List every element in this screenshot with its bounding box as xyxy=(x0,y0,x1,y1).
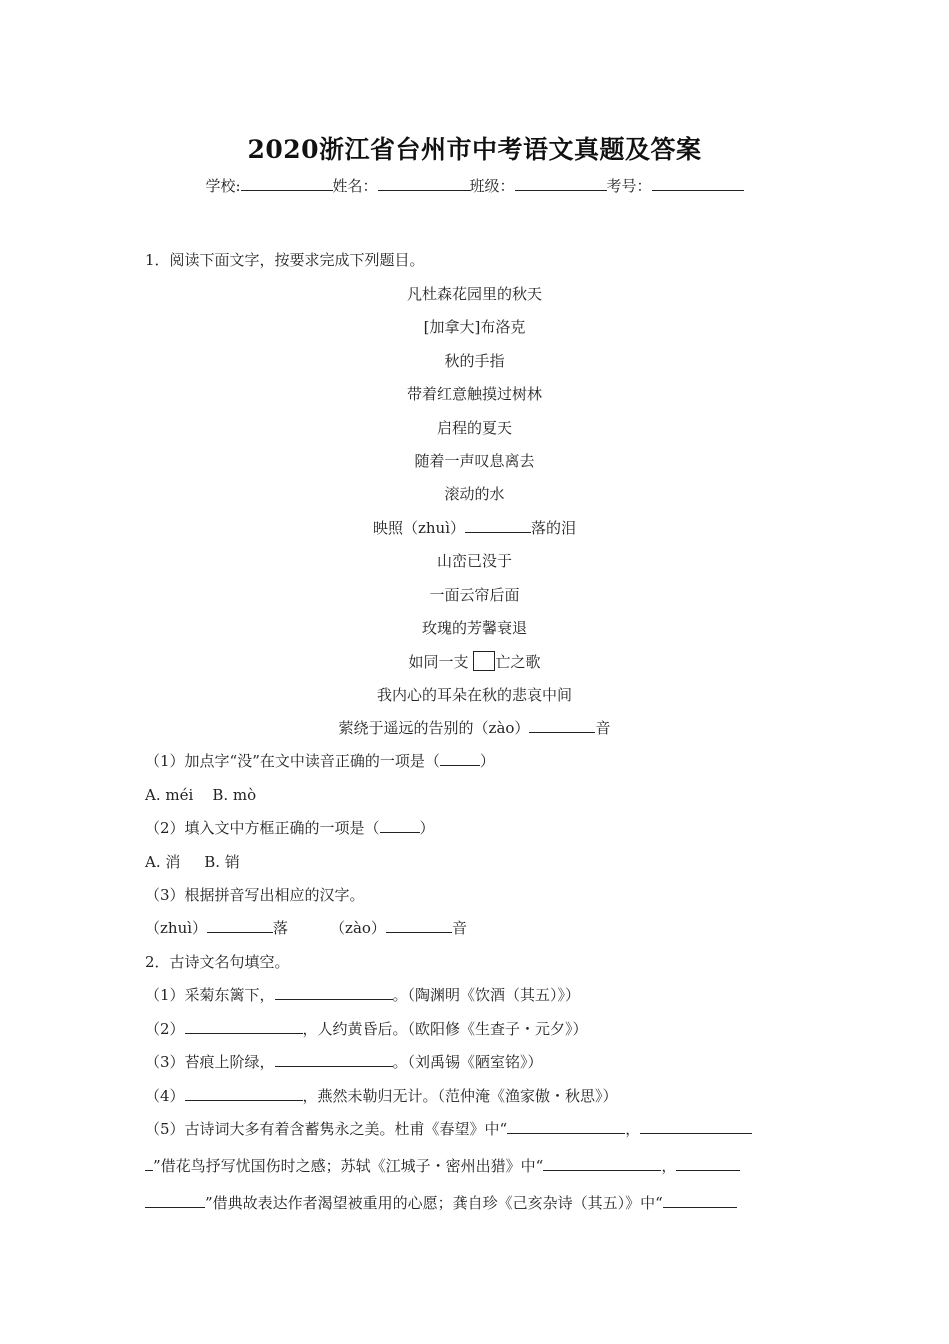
poem-line-part: 亡之歌 xyxy=(495,653,541,671)
poem-fill-5-cont xyxy=(145,1156,740,1176)
fill-text: ”借花鸟抒写忧国伤时之感；苏轼《江城子・密州出猎》中“ xyxy=(153,1157,544,1175)
fill-text: ”借典故表达作者渴望被重用的心愿；龚自珍《己亥杂诗（其五）》中“ xyxy=(205,1194,663,1212)
fill-blank[interactable] xyxy=(275,1052,393,1067)
zao-answer-blank[interactable] xyxy=(386,918,452,933)
fill-text: 。（陶渊明《饮酒（其五）》） xyxy=(392,986,581,1004)
poem-line: 滚动的水 xyxy=(444,485,505,503)
name-blank[interactable] xyxy=(378,176,470,191)
school-label: 学校: xyxy=(205,177,241,195)
fill-blank[interactable] xyxy=(185,1086,303,1101)
poem-line: 秋的手指 xyxy=(444,352,505,370)
poem-line: 我内心的耳朵在秋的悲哀中间 xyxy=(376,686,572,704)
fill-text: 。（刘禹锡《陋室铭》） xyxy=(392,1053,543,1071)
exam-no-blank[interactable] xyxy=(652,176,744,191)
poem-fill-1 xyxy=(145,985,580,1005)
fill-blank[interactable] xyxy=(145,1193,205,1208)
fill-text: （2） xyxy=(145,1020,185,1038)
zhui-blank[interactable] xyxy=(465,518,531,533)
poem-fill-5 xyxy=(145,1119,752,1139)
fill-blank[interactable] xyxy=(640,1119,752,1134)
poem-line-zhui xyxy=(0,518,949,538)
class-label: 班级： xyxy=(469,177,515,195)
poem-line-part: 如同一支 xyxy=(408,653,469,671)
poem-fill-3 xyxy=(145,1052,543,1072)
fill-text: （5）古诗词大多有着含蓄隽永之美。杜甫《春望》中“ xyxy=(145,1120,508,1138)
document-title: 2020浙江省台州市中考语文真题及答案 xyxy=(247,135,702,164)
poem-fill-2 xyxy=(145,1019,588,1039)
pinyin-label: （zhuì） xyxy=(145,919,208,937)
fill-text: ， xyxy=(625,1120,641,1138)
poem-fill-5-cont2 xyxy=(145,1193,737,1213)
poem-line-zao xyxy=(0,718,949,738)
fill-text: （3）苔痕上阶绿， xyxy=(145,1053,275,1071)
poem-line: 启程的夏天 xyxy=(436,419,512,437)
fill-blank[interactable] xyxy=(185,1019,303,1034)
sub-question-end: ） xyxy=(419,819,435,837)
zhui-answer-blank[interactable] xyxy=(207,918,273,933)
fill-text: ，燕然未勒归无计。（范仲淹《渔家傲・秋思》） xyxy=(302,1087,618,1105)
sub-question-2 xyxy=(145,818,435,838)
fill-text: ， xyxy=(661,1157,677,1175)
poem-line-part: 音 xyxy=(595,719,611,737)
sub-question-1-options: A. méi B. mò xyxy=(145,786,257,804)
sub-question-text: （2）填入文中方框正确的一项是（ xyxy=(145,819,380,837)
fill-text: ，人约黄昏后。（欧阳修《生查子・元夕》） xyxy=(302,1020,588,1038)
pinyin-label: （zào） xyxy=(330,919,386,937)
sub-question-text: （1）加点字“没”在文中读音正确的一项是（ xyxy=(145,752,440,770)
fill-blank[interactable] xyxy=(676,1156,740,1171)
poem-line: 山峦已没于 xyxy=(436,552,512,570)
school-blank[interactable] xyxy=(241,176,333,191)
char-label: 落 xyxy=(273,919,289,937)
poem-line: 带着红意触摸过树林 xyxy=(406,385,542,403)
class-blank[interactable] xyxy=(515,176,607,191)
name-label: 姓名： xyxy=(332,177,378,195)
poem-line: 玫瑰的芳馨衰退 xyxy=(421,619,527,637)
answer-blank[interactable] xyxy=(380,818,420,833)
poem-title: 凡杜森花园里的秋天 xyxy=(406,285,542,303)
poem-author: [加拿大]布洛克 xyxy=(423,318,526,336)
fill-blank[interactable] xyxy=(543,1156,661,1171)
fill-text: （4） xyxy=(145,1087,185,1105)
sub-question-3: （3）根据拼音写出相应的汉字。 xyxy=(145,886,365,904)
fill-text: （1）采菊东篱下， xyxy=(145,986,275,1004)
fill-blank[interactable] xyxy=(663,1193,737,1208)
exam-no-label: 考号： xyxy=(606,177,652,195)
fill-blank[interactable] xyxy=(507,1119,625,1134)
poem-line-part: 落的泪 xyxy=(531,519,577,537)
poem-line: 一面云帘后面 xyxy=(429,586,520,604)
sub-question-end: ） xyxy=(479,752,495,770)
question-1-intro: 1．阅读下面文字，按要求完成下列题目。 xyxy=(145,251,425,269)
poem-line-box xyxy=(0,651,949,672)
fill-blank[interactable] xyxy=(275,985,393,1000)
answer-blank[interactable] xyxy=(440,751,480,766)
fill-blank[interactable] xyxy=(145,1156,153,1171)
student-info-line xyxy=(0,175,949,196)
answer-box[interactable] xyxy=(473,651,495,671)
sub-question-2-options: A. 消 B. 销 xyxy=(145,853,240,871)
sub-question-1 xyxy=(145,751,495,771)
poem-line-part: 萦绕于遥远的告别的（zào） xyxy=(338,719,530,737)
zao-blank[interactable] xyxy=(529,718,595,733)
poem-line-part: 映照（zhuì） xyxy=(372,519,465,537)
question-2-intro: 2．古诗文名句填空。 xyxy=(145,953,290,971)
char-label: 音 xyxy=(451,919,467,937)
poem-fill-4 xyxy=(145,1086,618,1106)
poem-line: 随着一声叹息离去 xyxy=(414,452,535,470)
sub-question-3-blanks xyxy=(145,918,467,938)
